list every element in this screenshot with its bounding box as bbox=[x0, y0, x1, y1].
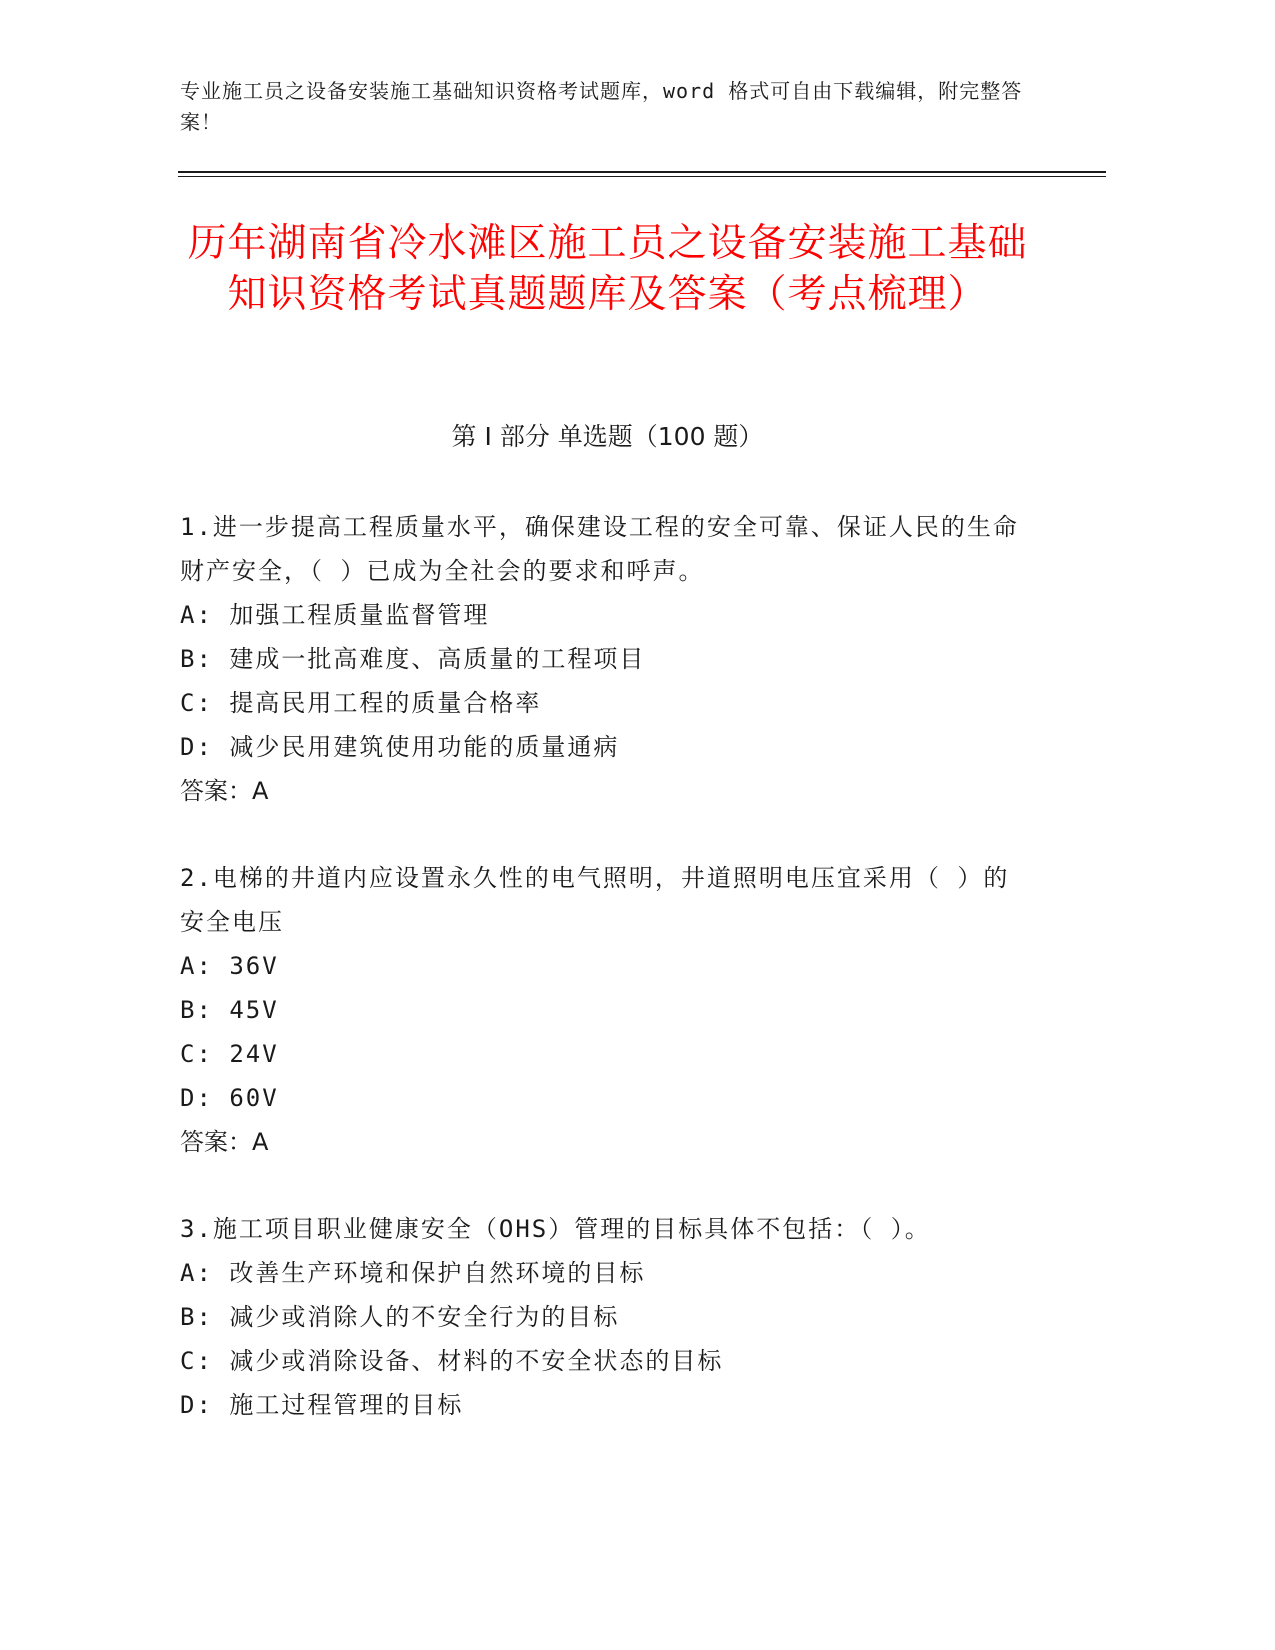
answer-label: 答案： bbox=[180, 777, 252, 805]
answer-label: 答案： bbox=[180, 1128, 252, 1156]
option-b: B: 45V bbox=[180, 996, 279, 1024]
question-stem: 2.电梯的井道内应设置永久性的电气照明，井道照明电压宜采用（ ）的安全电压 bbox=[180, 864, 1010, 936]
answer-value: A bbox=[252, 1128, 269, 1156]
option-c: C: 24V bbox=[180, 1040, 279, 1068]
option-b: B: 减少或消除人的不安全行为的目标 bbox=[180, 1303, 620, 1331]
question-stem: 1.进一步提高工程质量水平，确保建设工程的安全可靠、保证人民的生命财产安全，（ ）已成为全社会的要求和呼声。 bbox=[180, 513, 1019, 585]
option-d: D: 减少民用建筑使用功能的质量通病 bbox=[180, 733, 620, 761]
section-heading: 第 I 部分 单选题（100 题） bbox=[451, 422, 764, 451]
question-list bbox=[180, 505, 1030, 1470]
option-d: D: 60V bbox=[180, 1084, 279, 1112]
document-title: 历年湖南省冷水滩区施工员之设备安装施工基础知识资格考试真题题库及答案（考点梳理） bbox=[187, 221, 1028, 317]
option-a: A: 加强工程质量监督管理 bbox=[180, 601, 490, 629]
header-divider-thick bbox=[178, 171, 1106, 173]
question-stem: 3.施工项目职业健康安全（OHS）管理的目标具体不包括：（ ）。 bbox=[180, 1215, 931, 1243]
option-a: A: 改善生产环境和保护自然环境的目标 bbox=[180, 1259, 646, 1287]
answer-value: A bbox=[252, 777, 269, 805]
option-c: C: 提高民用工程的质量合格率 bbox=[180, 689, 542, 717]
option-d: D: 施工过程管理的目标 bbox=[180, 1391, 464, 1419]
question-1 bbox=[180, 505, 1030, 813]
answer-line bbox=[180, 1120, 1030, 1164]
option-c: C: 减少或消除设备、材料的不安全状态的目标 bbox=[180, 1347, 724, 1375]
option-b: B: 建成一批高难度、高质量的工程项目 bbox=[180, 645, 646, 673]
header-note: 专业施工员之设备安装施工基础知识资格考试题库，word 格式可自由下载编辑，附完整答案！ bbox=[180, 79, 1023, 134]
header-divider-thin bbox=[178, 176, 1106, 177]
option-a: A: 36V bbox=[180, 952, 279, 980]
answer-line bbox=[180, 769, 1030, 813]
question-3 bbox=[180, 1207, 1030, 1427]
question-2 bbox=[180, 856, 1030, 1164]
